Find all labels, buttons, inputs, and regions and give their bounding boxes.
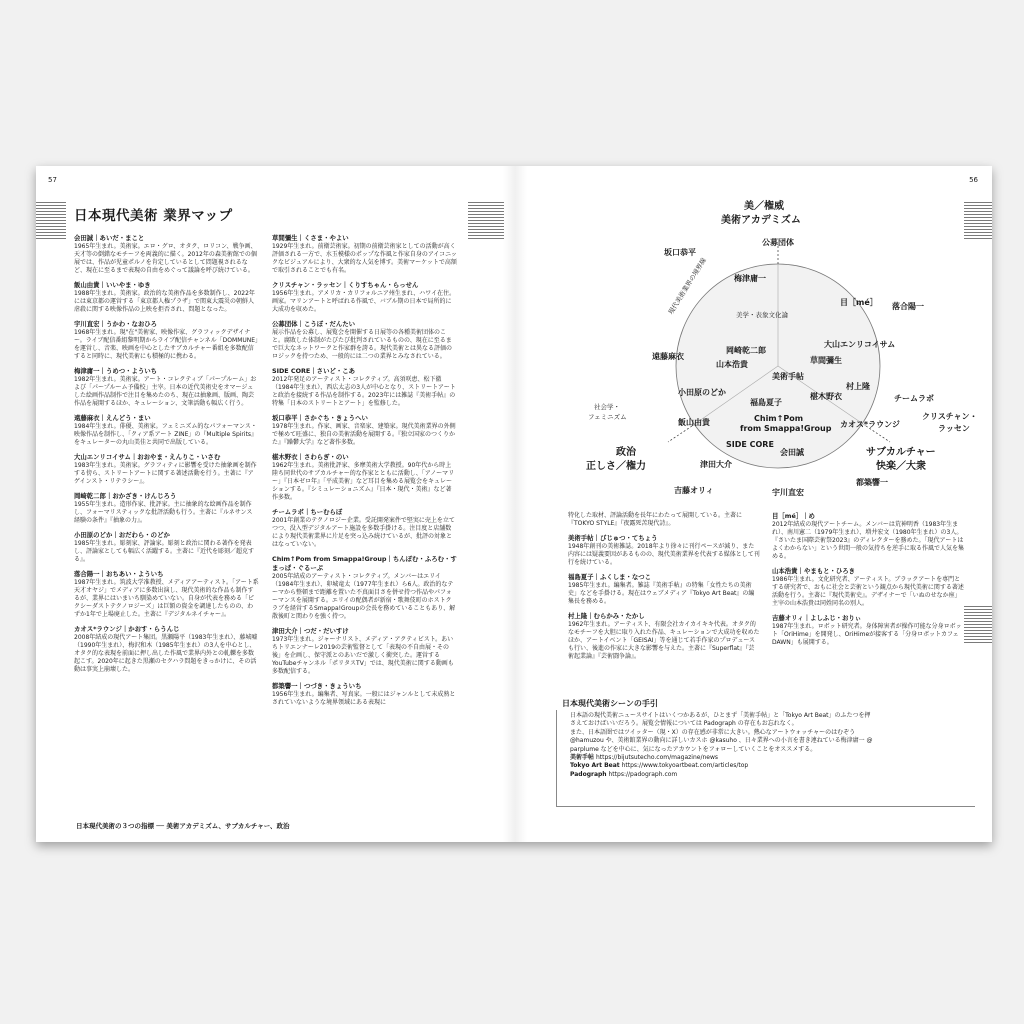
list-item — [74, 281, 259, 314]
entry-body: 1929年生まれ。前衛芸術家。初期の前衛芸術家としての活動が高く評価される一方で、水玉模様のポップな作風と作家自身のアイコニックなビジュアルにより、大衆的な人気を博す。美術マーケットで高額で取引されることでも有名。 — [272, 243, 457, 274]
list-item — [74, 531, 259, 564]
entry-body: 2012年発足のアーティスト・コレクティブ。高須咲恵、松下徹（1984年生まれ）、西広太志の3人が中心となり、ストリートアートと政治を接続する作品を制作する。2023年には雑誌『美術手帖』の特集「日本のストリートとアート」を監修した。 — [272, 376, 456, 407]
entry-body: 1982年生まれ。美術家。アート・コレクティブ「パープルーム」および「パープルーム予備校」主宰。日本の近代美術史をオマージュした絵画作品制作で注目を集めたのち、現在は抽象画、版画、陶芸作品を展開するほか、キュレーション、文筆活動も幅広く行う。 — [74, 376, 257, 407]
guide-link-row — [570, 754, 970, 762]
list-item — [74, 492, 259, 525]
guide-title: 日本現代美術シーンの手引 — [562, 699, 658, 708]
page-gutter — [503, 166, 527, 842]
map-node: 吉藤オリィ — [674, 486, 714, 495]
axis-label-top: 美／権威 — [744, 201, 784, 212]
guide-link-row — [570, 771, 970, 779]
column-3 — [568, 512, 760, 667]
list-item — [272, 682, 457, 707]
axis-label-right: サブカルチャー — [866, 447, 936, 458]
list-item — [74, 367, 259, 408]
stripe-decoration — [964, 606, 992, 644]
map-node: 目［mé］ — [840, 298, 878, 307]
map-node: 山本浩貴 — [716, 360, 748, 369]
column-4 — [772, 512, 964, 653]
entry-body: 1956年生まれ。アメリカ・カリフォルニア州生まれ、ハワイ在住。画家。マリンアートと呼ばれる作風で、バブル期の日本で局所的に大成功を収めた。 — [272, 290, 456, 313]
entry-name: 村上隆｜むらかみ・たかし — [568, 612, 645, 620]
entry-name: 美術手帖｜びじゅつ・てちょう — [568, 534, 658, 542]
entry-name: 飯山由貴｜いいやま・ゆき — [74, 281, 151, 289]
entry-body: 1948年創刊の美術雑誌。2018年より徐々に刊行ペースが減り、また内容には疑義要因があるものの、現代美術業界を代表する媒体として刊行を続けている。 — [568, 543, 760, 566]
outer-label: 社会学・ — [594, 403, 620, 411]
map-node: 大山エンリコイサム — [824, 340, 896, 349]
map-node: 椹木野衣 — [810, 392, 842, 401]
list-item — [272, 555, 457, 621]
entry-name: 都築響一｜つづき・きょういち — [272, 682, 362, 690]
list-item — [772, 614, 964, 647]
guide-line: @hamuzou や、美術館業界の動向に詳しいカスホ @kasuho 、日々業界への小言を書き連ねている梅津庸一 @ — [570, 737, 873, 745]
map-node: 飯山由貴 — [678, 418, 710, 427]
entry-name: クリスチャン・ラッセン｜くりすちゃん・らっせん — [272, 281, 419, 289]
entry-body: 1955年生まれ。造形作家、批評家。主に抽象的な絵画作品を制作し、フォーマリスティックな批評活動も行う。主著に『ルネサンス 経験の条件』『抽象の力』。 — [74, 501, 253, 524]
entry-name: 吉藤オリィ｜よしふじ・おりぃ — [772, 614, 862, 622]
map-node: 宇川直宏 — [772, 488, 804, 497]
list-item — [772, 567, 964, 608]
entry-body: 特化した取材、評論活動を長年にわたって展開している。主著に『TOKYO STYLE』『夜露死苦現代詩』。 — [568, 512, 743, 527]
entry-body: 1973年生まれ。ジャーナリスト、メディア・アクティビスト。あいちトリエンナーレ2019の芸術監督として「表現の不自由展・その後」を企画し、保守派とのあいだで激しく衝突した。運営するYouTubeチャンネル「ポリタスTV」では、現代美術に関する動画も多数配信する。 — [272, 636, 454, 675]
link-url[interactable]: https://padograph.com — [608, 770, 678, 778]
list-item — [74, 234, 259, 275]
page-number-right: 56 — [969, 176, 978, 184]
entry-name: 津田大介｜つだ・だいすけ — [272, 627, 349, 635]
entry-body: 2008年結成の現代アート集団。黒瀬陽平（1983年生まれ）、藤城嘘（1990年生まれ）、梅沢和木（1985年生まれ）の3人を中心とし、オタク的な表現を前面に押し出した作風で業界内外との軋轢を多数起こす。2020年に起きた黒瀬のセクハラ問題をきっかけに、その活動は事実上崩壊した。 — [74, 634, 258, 673]
map-node: from Smappa!Group — [740, 424, 832, 433]
guide-link-row — [570, 762, 970, 770]
map-node: 都築響一 — [856, 478, 888, 487]
guide-section — [556, 698, 974, 806]
list-item — [74, 453, 259, 486]
map-node: 梅津庸一 — [734, 274, 766, 283]
stripe-decoration — [36, 202, 66, 240]
page-number-left: 57 — [48, 176, 57, 184]
map-node: 遠藤麻衣 — [652, 352, 684, 361]
entry-name: チームラボ｜ちーむらぼ — [272, 508, 343, 516]
entry-name: 梅津庸一｜うめつ・よういち — [74, 367, 158, 375]
entry-name: 福島夏子｜ふくしま・なつこ — [568, 573, 652, 581]
magazine-spread — [36, 166, 992, 842]
list-item — [568, 534, 760, 567]
column-1 — [74, 234, 259, 680]
industry-map — [576, 201, 978, 506]
axis-label-top: 美術アカデミズム — [721, 215, 801, 226]
map-node: 会田誠 — [780, 448, 804, 457]
list-item — [74, 414, 259, 447]
entry-name: 岡崎乾二郎｜おかざき・けんじろう — [74, 492, 177, 500]
map-node: 津田大介 — [700, 460, 732, 469]
link-label: 美術手帖 — [570, 754, 595, 762]
list-item — [272, 414, 457, 447]
entry-name: 草間彌生｜くさま・やよい — [272, 234, 349, 242]
entry-body: 1985年生まれ。彫刻家、評論家。彫刻と政治に関わる著作を発表し、評論家としても幅広く活躍する。主著に『近代を彫刻／超克する』。 — [74, 540, 255, 563]
entry-body: 1968年生まれ。現"在"美術家、映像作家、グラフィックデザイナー。ライブ配信番組黎明期からライブ配信チャンネル「DOMMUNE」を運営し、音楽、映画を中心としたサブカルチャー番組を多数配信すると同時に、現代美術にも積極的に携わる。 — [74, 329, 259, 360]
list-item — [74, 570, 259, 619]
page-footer: 日本現代美術の３つの指標 ── 美術アカデミズム、サブカルチャー、政治 — [76, 822, 290, 830]
map-node: 小田原のどか — [678, 388, 726, 397]
entry-name: 椹木野衣｜さわらぎ・のい — [272, 453, 349, 461]
entry-name: 小田原のどか｜おだわら・のどか — [74, 531, 170, 539]
entry-body: 1962年生まれ。アーティスト、有限会社カイカイキキ代表。オタク的なモチーフを大胆に取り入れた作品、キュレーションで大成功を収めたほか、アートイベント「GEISAI」等を通じて若手作家のプロデュースも行い、後進の作家に大きな影響を与えた。主著に『Superflat』『芸術起業論』『芸術闘争論』。 — [568, 621, 760, 660]
entry-name: 目［mé］｜め — [772, 512, 815, 520]
map-node: 草間彌生 — [810, 356, 842, 365]
entry-body: 2001年創業のテクノロジー企業。受託開発案件で堅実に売上を立てつつ、没入型デジタルアート施設を多数手掛ける。注目度と店舗数により現代美術業界に片足を突っ込み続けているが、批評の対象とはなっていない。 — [272, 517, 455, 548]
map-node: 村上隆 — [846, 382, 870, 391]
guide-line: parplume などを中心に、気になったアカウントをフォローしていくことをオススメする。 — [570, 745, 817, 753]
link-url[interactable]: https://bijutsutecho.com/magazine/news — [595, 754, 718, 762]
list-item — [74, 320, 259, 361]
axis-extension — [668, 426, 692, 442]
entry-body: 1965年生まれ。美術家。エロ・グロ、オタク、ロリコン、戦争画、天才等の倒錯なモチーフを両義的に描く。2012年の森美術館での個展では、作品が児童ポルノを肯定しているとして問題視されるなど、現在に至るまで表現の自由をめぐって議論を呼び続けている。 — [74, 243, 257, 274]
outer-label: フェミニズム — [588, 413, 627, 421]
entry-name: Chim↑Pom from Smappa!Group｜ちんぽむ・ふろむ・すまっぱ・ぐるーぷ — [272, 555, 457, 572]
map-node: カオス*ラウンジ — [840, 420, 900, 429]
link-label: Padograph — [570, 770, 607, 778]
entry-name: 坂口恭平｜さかぐち・きょうへい — [272, 414, 368, 422]
entry-name: 遠藤麻衣｜えんどう・まい — [74, 414, 151, 422]
entry-name: 落合陽一｜おちあい・よういち — [74, 570, 164, 578]
list-item — [272, 453, 457, 502]
entry-name: 宇川直宏｜うかわ・なおひろ — [74, 320, 158, 328]
inner-label: 美学・表象文化論 — [736, 311, 788, 319]
map-node: 公募団体 — [762, 238, 794, 247]
list-item — [272, 627, 457, 676]
axis-label-left: 政治 — [616, 447, 636, 458]
list-item — [272, 367, 457, 408]
guide-line: 日本語の現代美術ニュースサイトはいくつかあるが、ひとまず「美術手帖」と「Tokyo Art Beat」のふたつを押 — [570, 712, 871, 719]
entry-body: 2012年結成の現代アートチーム。メンバーは荒神明香（1983年生まれ）、南川憲二（1979年生まれ）、増井宏文（1980年生まれ）の3人。『さいたま国際芸術祭2023』のディレクターを務めた。「現代アートはよくわからない」という世間一般の気持ちを逆手に取る作風で人気を集める。 — [772, 521, 965, 560]
link-url[interactable]: https://www.tokyoartbeat.com/articles/top — [621, 762, 749, 770]
map-node: 坂口恭平 — [664, 248, 696, 257]
list-item — [568, 612, 760, 661]
guide-line: また、日本語圏ではツイッター（現・X）の存在感が非常に大きい。熱心なアートウォッチャーのはむぞう — [570, 728, 856, 736]
entry-body: 1987年生まれ。筑波大学准教授、メディアアーティスト。「アート系天才オヤジ」でメディアに多数出演し、現代美術的な作品も制作するが、業界にはいまいち馴染めていない。自身が代表を務める「ピクシーダストテクノロジーズ」は巨額の資金を調達したものの、わずか1年で上場廃止した。主著に『デジタルネイチャー』。 — [74, 579, 259, 618]
map-node: Chim↑Pom — [754, 414, 804, 423]
entry-name: 大山エンリコイサム｜おおやま・えんりこ・いさむ — [74, 453, 221, 461]
map-node: ラッセン — [938, 424, 970, 433]
map-node: クリスチャン・ — [922, 412, 978, 421]
list-item — [772, 512, 964, 561]
entry-body: 1988年生まれ。美術家。政治的な美術作品を多数制作し、2022年には東京都の運営する「東京都人権プラザ」で関東大震災の朝鮮人虐殺に関する映像作品の上映を拒否され、問題となった。 — [74, 290, 255, 313]
page-title: 日本現代美術 業界マップ — [74, 208, 233, 224]
guide-body — [570, 712, 970, 779]
axis-label-left: 正しさ／権力 — [586, 461, 646, 472]
list-item — [568, 573, 760, 606]
entry-body: 1984年生まれ。俳優、美術家。フェミニズム的なパフォーマンス・映像作品を制作し、「クィア系アート ZINE」の『Multiple Spirits』をキュレーターの丸山美佳と共同で出版している。 — [74, 423, 258, 446]
entry-name: 山本浩貴｜やまもと・ひろき — [772, 567, 856, 575]
stripe-decoration — [468, 202, 504, 240]
map-node: チームラボ — [894, 394, 934, 403]
entry-body: 1987年生まれ。ロボット研究者。身体障害者が操作可能な分身ロボット「OriHime」を開発し、OriHimeが接客する「分身ロボットカフェ DAWN」も展開する。 — [772, 623, 962, 646]
entry-name: 公募団体｜こうぼ・だんたい — [272, 320, 356, 328]
entry-body: 1985年生まれ。編集者。雑誌『美術手帖』の特集「女性たちの美術史」などを手掛ける。現在はウェブメディア『Tokyo Art Beat』の編集長を務める。 — [568, 582, 755, 605]
boundary-label: 現代美術業界の境界線 — [666, 256, 709, 316]
map-node: SIDE CORE — [726, 440, 774, 449]
list-item — [568, 512, 760, 528]
entry-name: SIDE CORE｜さいど・こあ — [272, 367, 356, 375]
map-node: 美術手帖 — [772, 372, 804, 381]
entry-name: カオス*ラウンジ｜かおす・らうんじ — [74, 625, 180, 633]
list-item — [272, 320, 457, 361]
map-node: 福島夏子 — [750, 398, 782, 407]
entry-name: 会田誠｜あいだ・まこと — [74, 234, 145, 242]
column-2 — [272, 234, 457, 713]
list-item — [272, 281, 457, 314]
map-node: 落合陽一 — [892, 302, 924, 311]
entry-body: 1983年生まれ。美術家。グラフィティに影響を受けた抽象画を制作する傍ら、ストリートアートに関する著述活動を行う。主著に『アゲインスト・リテラシー』。 — [74, 462, 257, 485]
guide-line: さえておけばいいだろう。展覧会情報については Padograph の存在もお忘れなく。 — [570, 720, 798, 728]
entry-body: 1978年生まれ。作家、画家、音楽家、建築家。現代美術業界の外側で極めて旺盛に、独自の美術活動を展開する。『独立国家のつくりかた』『躁鬱大学』など著作多数。 — [272, 423, 456, 446]
entry-body: 1962年生まれ。美術批評家、多摩美術大学教授。90年代から時上陸ち同世代のサブカルチャー的な作家とともに活動し、「アノーマリー」『日本ゼロ年』「平成美術」など耳目を集める展覧会をキュレーションする。『シミュレーショニズム』『日本・現代・美術』など著作多数。 — [272, 462, 455, 501]
list-item — [272, 234, 457, 275]
entry-body: 1956年生まれ。編集者、写真家。一般にはジャンルとして未成熟とされていないような境界領域にある表現に — [272, 691, 456, 706]
entry-body: 展示作品を公募し、展覧会を開催する日展等の各種美術団体のこと。腐敗した体制がたびたび批判されているものの、現在に至るまで巨大なネットワークと作家群を誇る。現代美術とは異なる評価のロジックを持つため、一般的には二つの業界とみなされている。 — [272, 329, 453, 360]
axis-label-right: 快楽／大衆 — [876, 461, 926, 472]
entry-body: 2005年結成のアーティスト・コレクティブ。メンバーはエリイ（1984年生まれ）、卯城竜太（1977年生まれ）ら6人。政治的なテーマから整頓まで距離を置いた不真面目さを併せ持つ作品やパフォーマンスを展開する。エリイの配偶者が新宿・歌舞伎町のホストクラブを経営するSmappa!Groupの会長を務めていることもあり、解散後町と関わりを強く持つ。 — [272, 573, 456, 620]
map-node: 岡崎乾二郎 — [726, 346, 766, 355]
link-label: Tokyo Art Beat — [570, 762, 620, 770]
entry-body: 1986年生まれ。文化研究者、アーティスト。ブラックアートを専門とする研究者で、おもに社会と芸術という観点から現代美術に関する著述活動を行う。主著に『現代美術史』。デザイナーで「いぬのせなか座」主宰の山本浩貴は同姓同名の別人。 — [772, 576, 964, 607]
list-item — [272, 508, 457, 549]
list-item — [74, 625, 259, 674]
